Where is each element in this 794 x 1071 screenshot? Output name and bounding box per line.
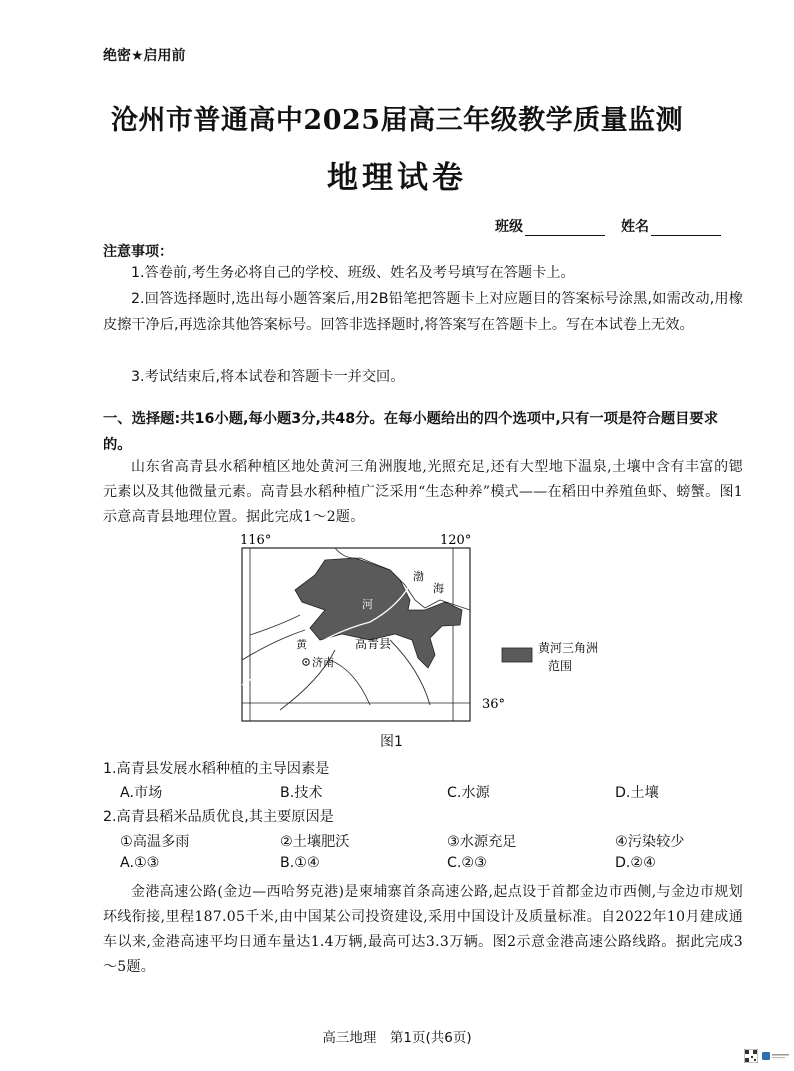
notice-heading: 注意事项： [103,244,173,260]
bohai-label-2: 海 [433,582,444,595]
lat-label-36: 36° [482,697,506,712]
class-blank[interactable] [525,221,605,236]
section-heading-text: 一、选择题:共16小题,每小题3分,共48分。在每小题给出的四个选项中,只有一项是符合题目要求的。 [103,411,719,453]
notice-item-2: 2.回答选择题时,选出每小题答案后,用2B铅笔把答题卡上对应题目的答案标号涂黑,如需改动,用橡皮擦干净后,再选涂其他答案标号。回答非选择题时,将答案写在答题卡上。写在本试卷上无效。 [103,291,743,333]
notice-item-3: 3.考试结束后,将本试卷和答题卡一并交回。 [131,369,405,385]
jinan-marker-dot [305,661,307,663]
q2-option-c[interactable]: C.②③ [447,855,487,871]
gaoqing-label: 高青县 [355,637,392,651]
q2-option-a[interactable]: A.①③ [120,855,160,871]
q2-option-d[interactable]: D.②④ [615,855,656,871]
section-heading [103,406,743,458]
q2-option-b[interactable]: B.①④ [280,855,320,871]
q2-factor-1: ①高温多雨 [120,834,190,850]
legend-label-1: 黄河三角洲 [538,641,599,655]
qr-code-icon [744,1049,758,1063]
name-blank[interactable] [651,221,721,236]
legend-swatch [502,648,532,662]
question-1-stem: 1.高青县发展水稻种植的主导因素是 [103,761,330,777]
bohai-label-1: 渤 [413,570,424,583]
passage-1: 山东省高青县水稻种植区地处黄河三角洲腹地,光照充足,还有大型地下温泉,土壤中含有丰富的锶元素以及其他微量元素。高青县水稻种植广泛采用“生态种养”模式——在稻田中养殖鱼虾、螃蟹。图1示意高青县地理位置。据此完成1～2题。 [103,459,743,525]
q2-factor-2: ②土壤肥沃 [280,834,350,850]
he-label: 河 [362,598,373,611]
exam-title: 沧州市普通高中2025届高三年级教学质量监测 [110,105,684,136]
name-label: 姓名 [621,219,649,235]
q1-option-c[interactable]: C.水源 [447,785,490,801]
exam-subtitle: 地理试卷 [327,160,467,196]
question-2-stem: 2.高青县稻米品质优良,其主要原因是 [103,809,334,825]
jinan-label: 济南 [312,656,334,669]
figure-1-map [230,530,650,730]
passage-2: 金港高速公路(金边—西哈努克港)是柬埔寨首条高速公路,起点设于首都金边市西侧,与金边市规划环线衔接,里程187.05千米,由中国某公司投资建设,采用中国设计及质量标准。自2022年10月建成通车以来,金港高速平均日通车量达1.4万辆,最高可达3.3万辆。图2示意金港高速公路线路。据此完成3～5题。 [103,884,743,975]
watermark-logo-icon [762,1051,790,1061]
student-info-fields [495,216,721,236]
notice-item-1: 1.答卷前,考生务必将自己的学校、班级、姓名及考号填写在答题卡上。 [131,265,575,281]
lon-label-116: 116° [240,533,272,548]
confidential-mark: 绝密★启用前 [103,48,186,64]
legend-label-2: 范围 [548,659,573,673]
q1-option-b[interactable]: B.技术 [280,785,323,801]
q2-factor-4: ④污染较少 [615,834,685,850]
q2-factor-3: ③水源充足 [447,834,517,850]
q1-option-a[interactable]: A.市场 [120,785,163,801]
page-footer: 高三地理 第1页(共6页) [322,1030,472,1046]
lon-label-120: 120° [440,533,472,548]
class-label: 班级 [495,219,523,235]
figure-1-caption: 图1 [380,734,403,750]
q1-option-d[interactable]: D.土壤 [615,785,659,801]
yellow-label: 黄 [296,638,307,651]
